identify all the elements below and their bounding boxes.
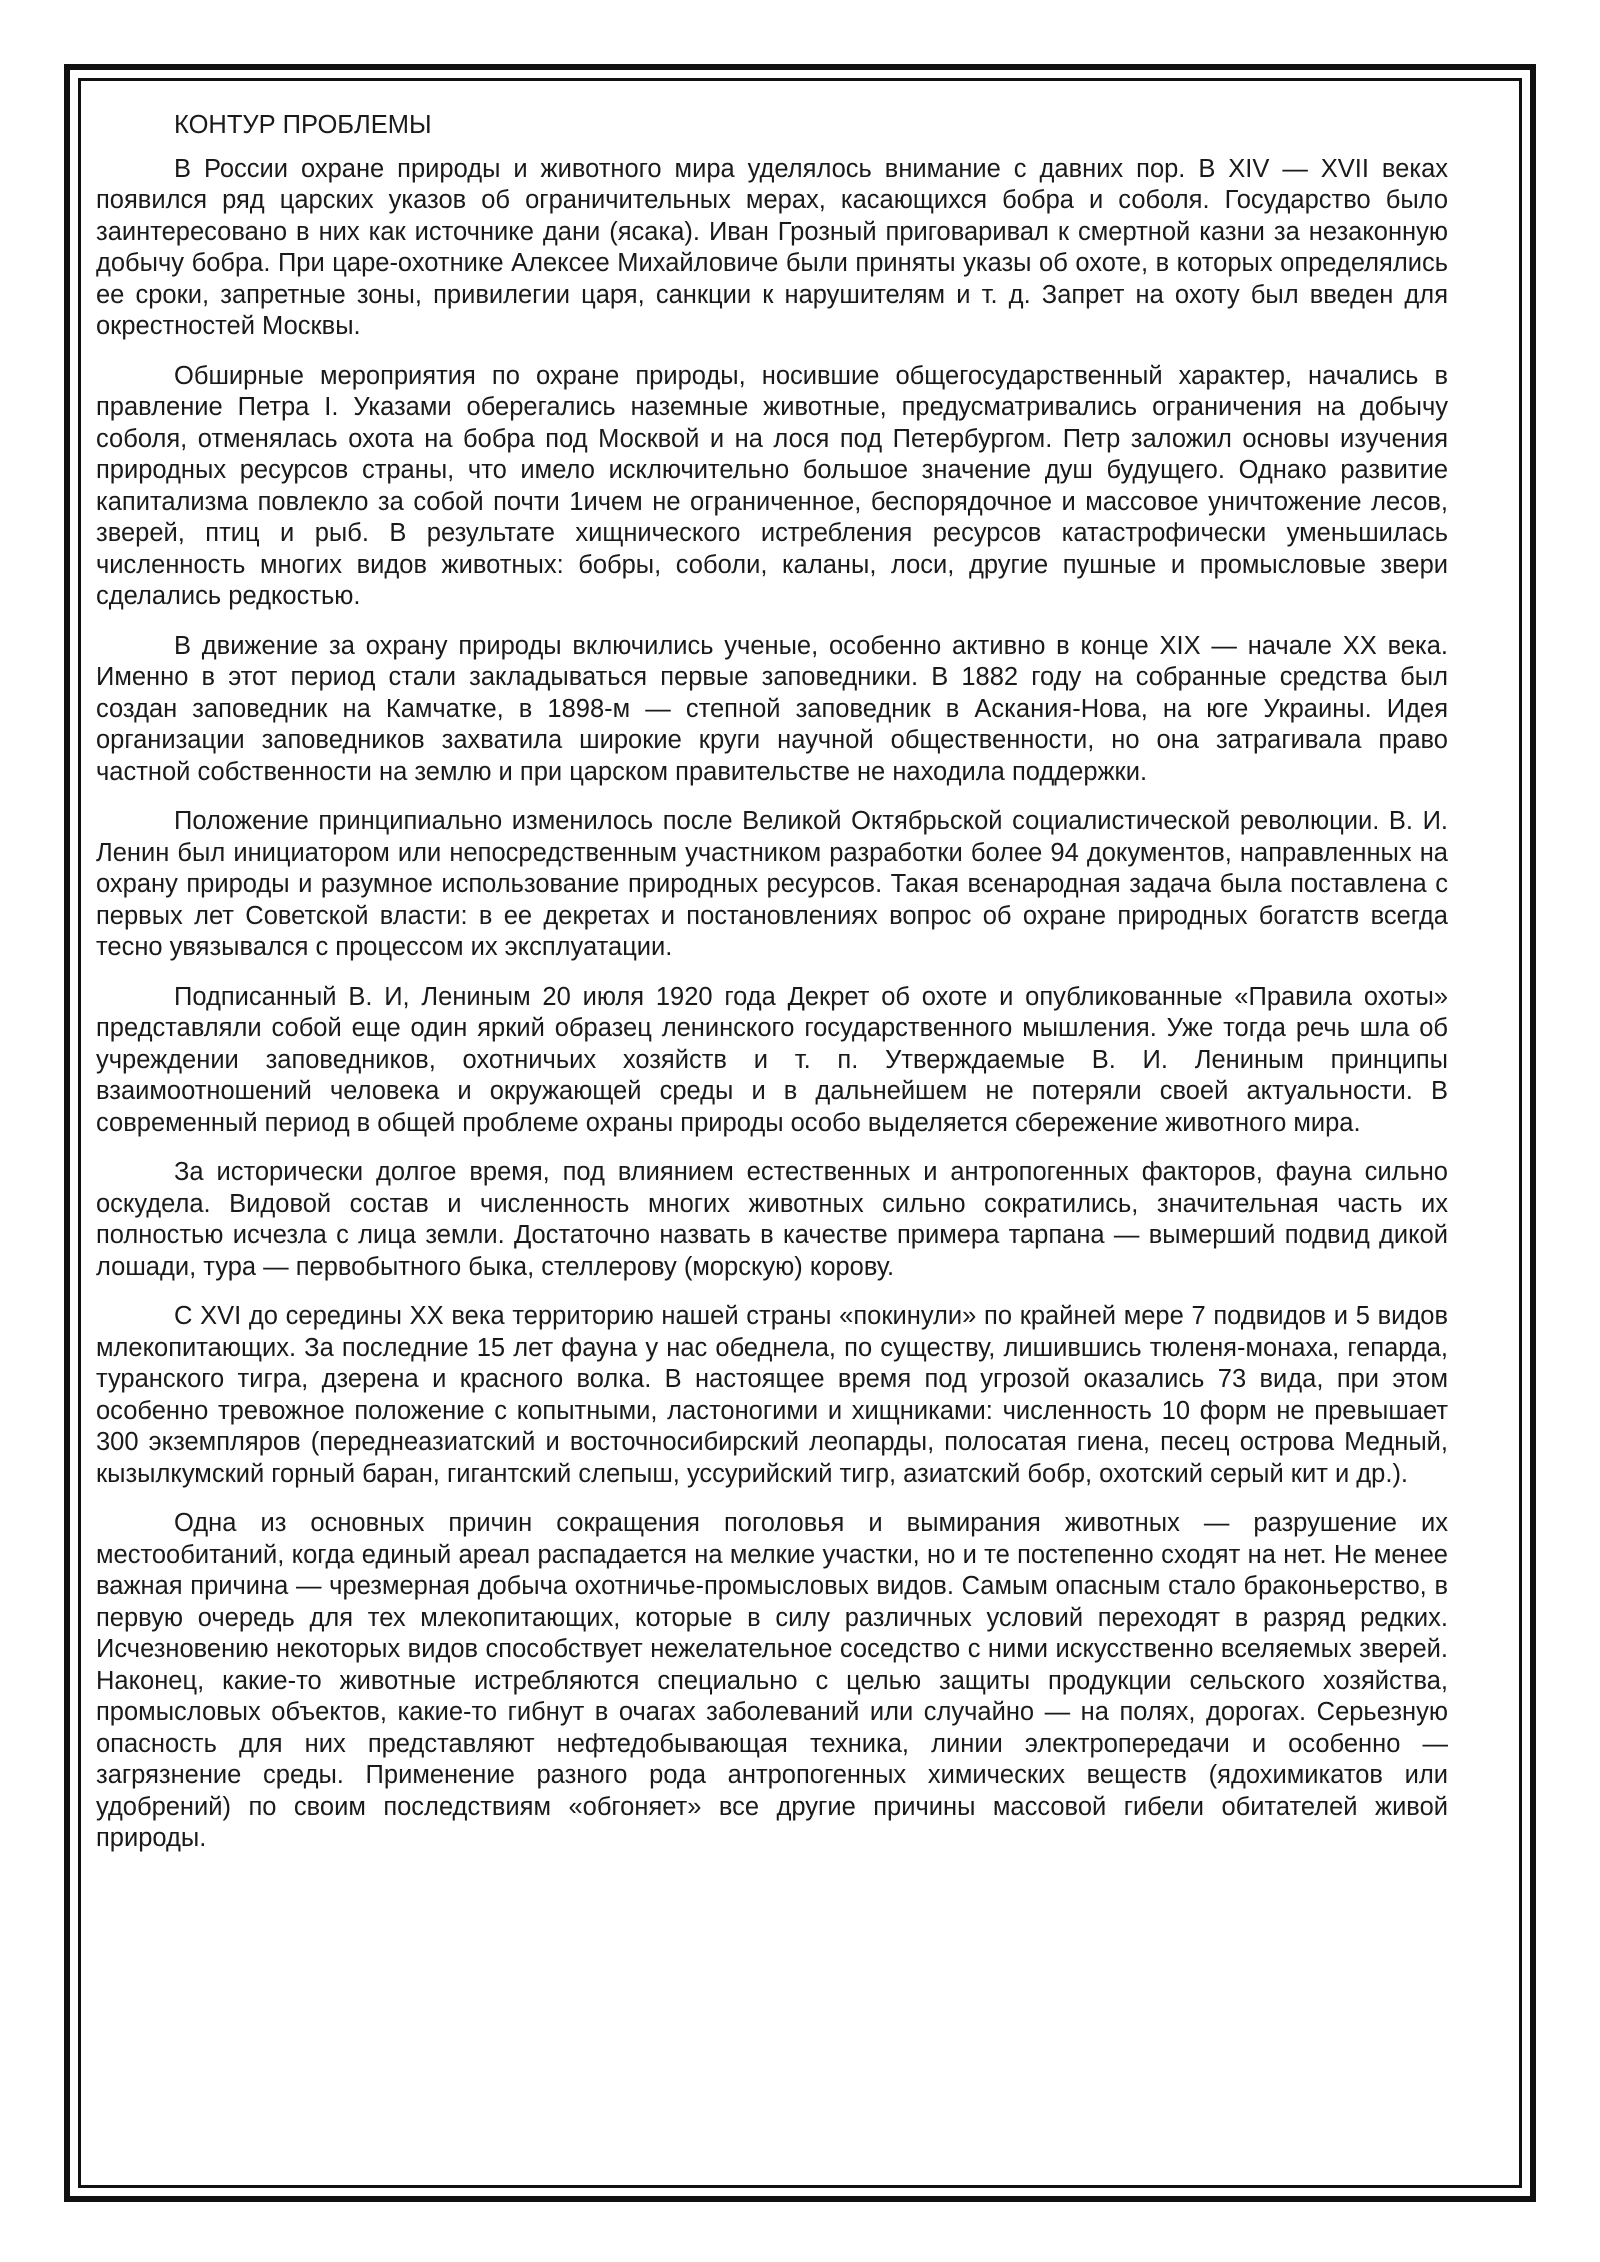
paragraph-6: За исторически долгое время, под влиянием естественных и антропогенных факторов, фауна сильно оскудела. Видовой состав и численность многих животных сильно сократились, значительная часть их полностью исчезла с лица земли. Достаточно назвать в качестве примера тарпана — вымерший подвид дикой лошади, тура — первобытного быка, стеллерову (морскую) корову. bbox=[96, 1158, 1448, 1281]
paragraph-4: Положение принципиально изменилось после Великой Октябрьской социалистической революции. В. И. Ленин был инициатором или непосредственным участником разработки более 94 документов, направленных на охрану природы и разумное использование природных ресурсов. Такая всенародная задача была поставлена с первых лет Советской власти: в ее декретах и постановлениях вопрос об охране природных богатств всегда тесно увязывался с процессом их эксплуатации. bbox=[96, 807, 1448, 961]
paragraph-1: В России охране природы и животного мира уделялось внимание с давних пор. В XIV — XVII веках появился ряд царских указов об ограничительных мерах, касающихся бобра и соболя. Государство было заинтересовано в них как источнике дани (ясака). Иван Грозный приговаривал к смертной казни за незаконную добычу бобра. При царе-охотнике Алексее Михайловиче были приняты указы об охоте, в которых определялись ее сроки, запретные зоны, привилегии царя, санкции к нарушителям и т. д. Запрет на охоту был введен для окрестностей Москвы. bbox=[96, 154, 1448, 340]
paragraph-3: В движение за охрану природы включились ученые, особенно активно в конце XIX — начале XX века. Именно в этот период стали закладываться первые заповедники. В 1882 году на собранные средства был создан заповедник на Камчатке, в 1898-м — степной заповедник в Аскания-Нова, на юге Украины. Идея организации заповедников захватила широкие круги научной общественности, но она затрагивала право частной собственности на землю и при царском правительстве не находила поддержки. bbox=[96, 631, 1448, 786]
paragraph-5: Подписанный В. И, Лениным 20 июля 1920 года Декрет об охоте и опубликованные «Правила охоты» представляли собой еще один яркий образец ленинского государственного мышления. Уже тогда речь шла об учреждении заповедников, охотничьих хозяйств и т. п. Утверждаемые В. И. Лениным принципы взаимоотношений человека и окружающей среды и в дальнейшем не потеряли своей актуальности. В современный период в общей проблеме охраны природы особо выделяется сбережение животного мира. bbox=[96, 982, 1448, 1137]
paragraph-7: С XVI до середины XX века территорию нашей страны «покинули» по крайней мере 7 подвидов и 5 видов млекопитающих. За последние 15 лет фауна у нас обеднела, по существу, лишившись тюленя-монаха, гепарда, туранского тигра, дзерена и красного волка. В настоящее время под угрозой оказались 73 вида, при этом особенно тревожное положение с копытными, ластоногими и хищниками: численность 10 форм не превышает 300 экземпляров (переднеазиатский и восточносибирский леопарды, полосатая гиена, песец острова Медный, кызылкумский горный баран, гигантский слепыш, уссурийский тигр, азиатский бобр, охотский серый кит и др.). bbox=[96, 1302, 1448, 1488]
document-body bbox=[96, 110, 1448, 1873]
paragraph-2: Обширные мероприятия по охране природы, носившие общегосударственный характер, начались в правление Петра I. Указами оберегались наземные животные, предусматривались ограничения на добычу соболя, отменялась охота на бобра под Москвой и на лося под Петербургом. Петр заложил основы изучения природных ресурсов страны, что имело исключительно большое значение душ будущего. Однако развитие капитализма повлекло за собой почти 1ичем не ограниченное, беспорядочное и массовое уничтожение лесов, зверей, птиц и рыб. В результате хищнического истребления ресурсов катастрофически уменьшилась численность многих видов животных: бобры, соболи, каланы, лоси, другие пушные и промысловые звери сделались редкостью. bbox=[96, 361, 1448, 610]
paragraph-8: Одна из основных причин сокращения поголовья и вымирания животных — разрушение их местообитаний, когда единый ареал распадается на мелкие участки, но и те постепенно сходят на нет. Не менее важная причина — чрезмерная добыча охотничье-промысловых видов. Самым опасным стало браконьерство, в первую очередь для тех млекопитающих, которые в силу различных условий переходят в разряд редких. Исчезновению некоторых видов способствует нежелательное соседство с ними искусственно вселяемых зверей. Наконец, какие-то животные истребляются специально с целью защиты продукции сельского хозяйства, промысловых объектов, какие-то гибнут в очагах заболеваний или случайно — на полях, дорогах. Серьезную опасность для них представляют нефтедобывающая техника, линии электропередачи и особенно — загрязнение среды. Применение разного рода антропогенных химических веществ (ядохимикатов или удобрений) по своим последствиям «обгоняет» все другие причины массовой гибели обитателей живой природы. bbox=[96, 1509, 1448, 1852]
document-heading: КОНТУР ПРОБЛЕМЫ bbox=[174, 111, 432, 139]
